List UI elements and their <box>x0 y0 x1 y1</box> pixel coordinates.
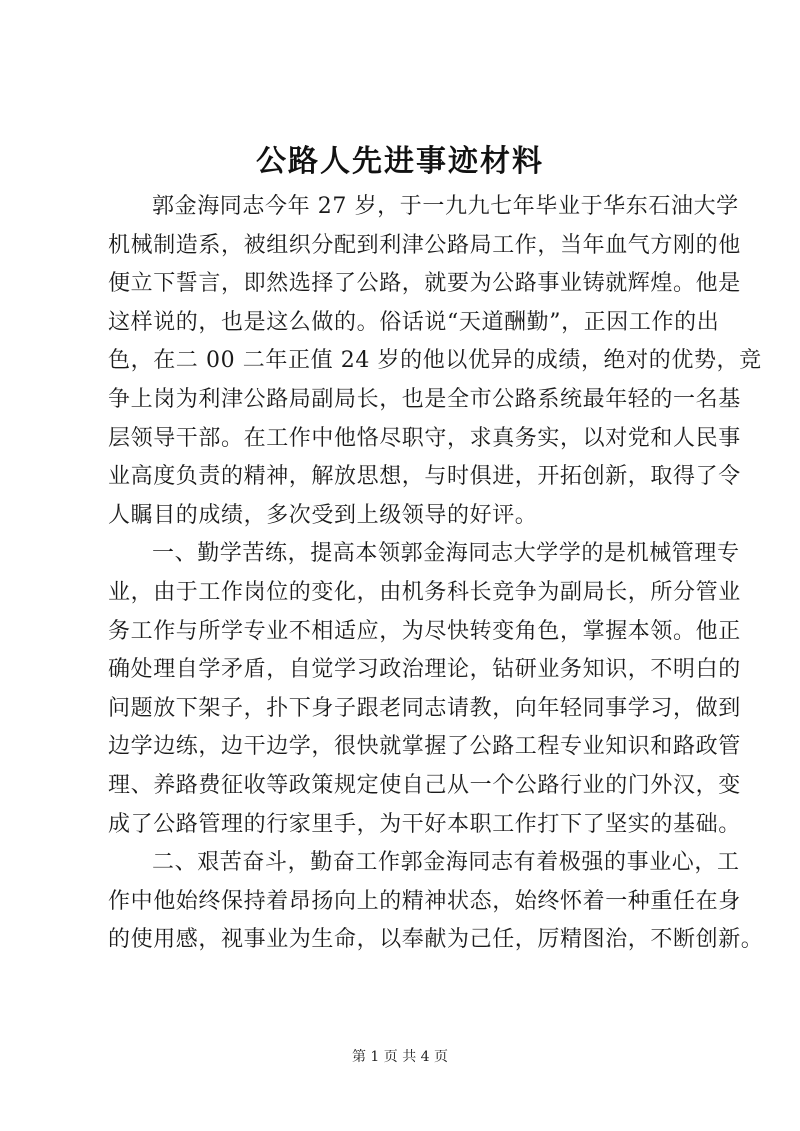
text-line: 一、勤学苦练，提高本领郭金海同志大学学的是机械管理专 <box>152 541 740 567</box>
text-line: 成了公路管理的行家里手，为干好本职工作打下了坚实的基础。 <box>108 811 741 837</box>
text-line: 作中他始终保持着昂扬向上的精神状态，始终怀着一种重任在身 <box>108 888 741 914</box>
text-line: 业，由于工作岗位的变化，由机务科长竞争为副局长，所分管业 <box>108 579 741 605</box>
text-line: 争上岗为利津公路局副局长，也是全市公路系统最年轻的一名基 <box>108 386 741 412</box>
text-line: 问题放下架子，扑下身子跟老同志请教，向年轻同事学习，做到 <box>108 695 741 721</box>
page-footer: 第 1 页 共 4 页 <box>351 1049 449 1065</box>
text-line: 色，在二 00 二年正值 24 岁的他以优异的成绩，绝对的优势，竞 <box>108 348 762 374</box>
text-line: 机械制造系，被组织分配到利津公路局工作，当年血气方刚的他 <box>108 232 741 258</box>
text-line: 便立下誓言，即然选择了公路，就要为公路事业铸就辉煌。他是 <box>108 271 741 297</box>
text-line: 理、养路费征收等政策规定使自己从一个公路行业的门外汉，变 <box>108 772 741 798</box>
document-title: 公路人先进事迹材料 <box>256 144 544 179</box>
text-line: 边学边练，边干边学，很快就掌握了公路工程专业知识和路政管 <box>108 734 741 760</box>
text-line: 确处理自学矛盾，自觉学习政治理论，钻研业务知识，不明白的 <box>108 657 741 683</box>
text-line: 业高度负责的精神，解放思想，与时俱进，开拓创新，取得了令 <box>108 464 741 490</box>
paragraph-3 <box>108 844 764 960</box>
paragraph-2 <box>108 535 741 844</box>
text-line: 层领导干部。在工作中他恪尽职守，求真务实，以对党和人民事 <box>108 425 741 451</box>
text-line: 的使用感，视事业为生命，以奉献为己任，厉精图治，不断创新。 <box>108 927 764 953</box>
document-body <box>108 188 764 960</box>
paragraph-1 <box>108 188 762 535</box>
text-line: 这样说的，也是这么做的。俗话说“天道酬勤”，正因工作的出 <box>108 309 720 335</box>
text-line: 二、艰苦奋斗，勤奋工作郭金海同志有着极强的事业心，工 <box>152 850 740 876</box>
text-line: 人瞩目的成绩，多次受到上级领导的好评。 <box>108 502 538 528</box>
text-line: 郭金海同志今年 27 岁，于一九九七年毕业于华东石油大学 <box>152 194 739 219</box>
text-line: 务工作与所学专业不相适应，为尽快转变角色，掌握本领。他正 <box>108 618 741 644</box>
